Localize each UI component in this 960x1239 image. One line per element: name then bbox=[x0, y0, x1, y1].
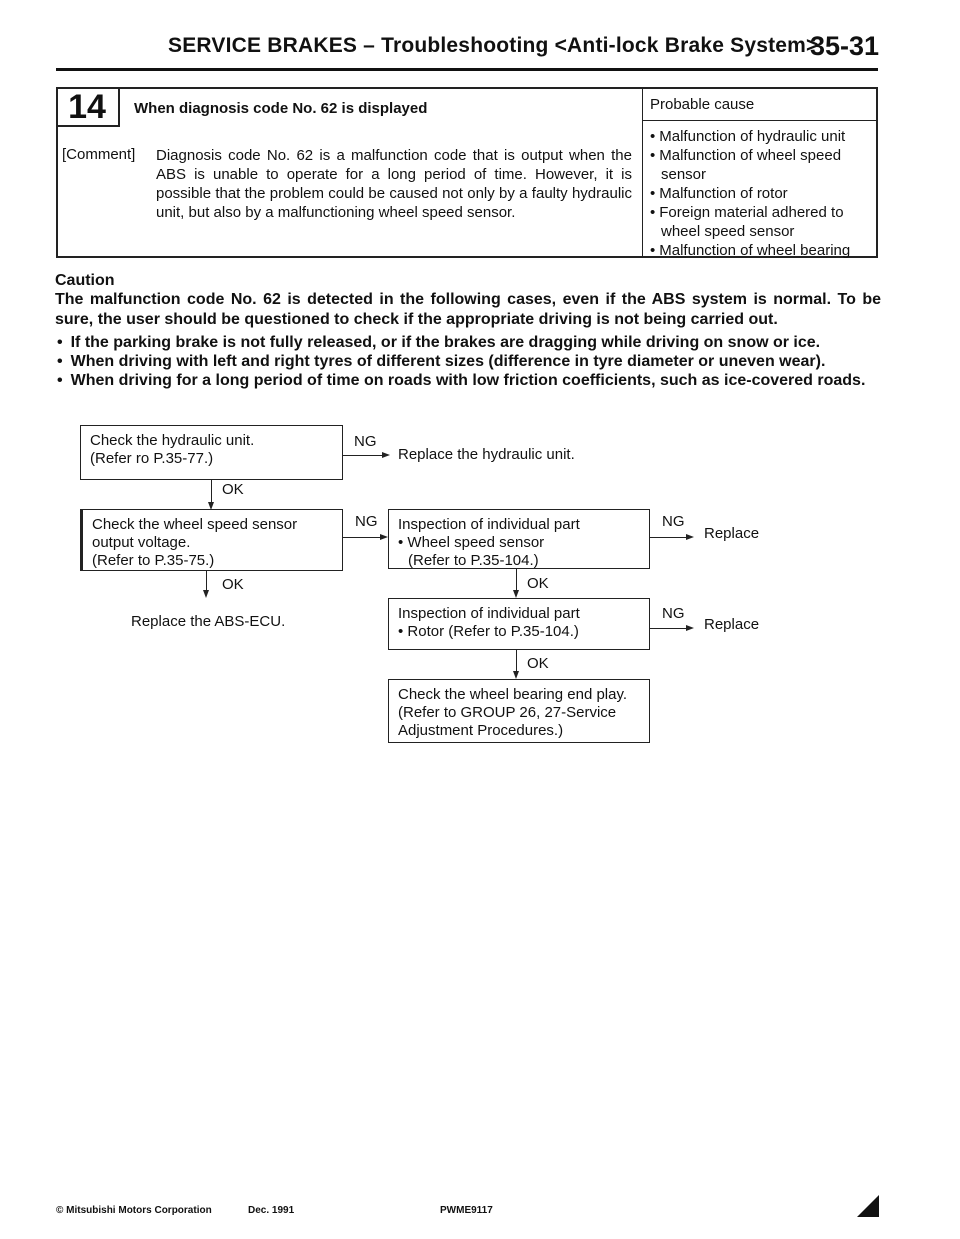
caution-title: Caution bbox=[55, 272, 115, 289]
ok-label: OK bbox=[222, 576, 244, 593]
box-line: Check the wheel speed sensor bbox=[92, 516, 298, 533]
box-line: (Refer to P.35-104.) bbox=[408, 552, 539, 569]
caution-text: The malfunction code No. 62 is detected in the following cases, even if the ABS system is normal. To be sure, the user should be questioned to check if the appropriate driving is not being carried out. bbox=[55, 291, 881, 328]
header-rule bbox=[56, 68, 878, 71]
list-item: • Malfunction of wheel bearing bbox=[648, 241, 874, 260]
arrow-down-icon bbox=[203, 590, 209, 598]
box-line: output voltage. bbox=[92, 534, 191, 551]
list-item: • When driving with left and right tyres of different sizes (difference in tyre diameter or uneven wear). bbox=[55, 352, 881, 371]
probable-cause-heading: Probable cause bbox=[650, 96, 755, 113]
page-number: 35-31 bbox=[810, 31, 880, 61]
box-line: • Wheel speed sensor bbox=[398, 534, 545, 551]
ok-label: OK bbox=[222, 481, 244, 498]
list-item: • When driving for a long period of time on roads with low friction coefficients, such as ice-covered roads. bbox=[55, 371, 881, 390]
box-line: Check the hydraulic unit. bbox=[90, 432, 255, 449]
connector-line bbox=[211, 480, 212, 502]
replace-text: Replace bbox=[704, 525, 760, 542]
comment-label: [Comment] bbox=[62, 146, 136, 163]
list-item: • Foreign material adhered to wheel speed sensor bbox=[648, 203, 874, 241]
arrow-right-icon bbox=[686, 534, 694, 540]
inspect-rotor-box bbox=[388, 598, 650, 650]
footer-copyright: © Mitsubishi Motors Corporation bbox=[56, 1205, 212, 1216]
connector-line bbox=[516, 569, 517, 590]
box-line: (Refer to GROUP 26, 27-Service bbox=[398, 704, 617, 721]
probable-cause-rule bbox=[642, 120, 878, 121]
arrow-right-icon bbox=[686, 625, 694, 631]
box-line: (Refer to P.35-75.) bbox=[92, 552, 215, 569]
diagnosis-heading: When diagnosis code No. 62 is displayed bbox=[134, 100, 428, 117]
replace-text: Replace bbox=[704, 616, 760, 633]
box-line: Adjustment Procedures.) bbox=[398, 722, 564, 739]
ok-label: OK bbox=[527, 655, 549, 672]
box-line: • Rotor (Refer to P.35-104.) bbox=[398, 623, 579, 640]
footer-date: Dec. 1991 bbox=[248, 1205, 295, 1216]
list-item: • Malfunction of hydraulic unit bbox=[648, 127, 874, 146]
page-title: SERVICE BRAKES – Troubleshooting <Anti-lock Brake System> bbox=[168, 34, 819, 57]
arrow-down-icon bbox=[513, 671, 519, 679]
box-line: Inspection of individual part bbox=[398, 605, 580, 622]
corner-triangle-icon bbox=[857, 1195, 879, 1217]
probable-cause-list bbox=[648, 127, 874, 260]
ng-label: NG bbox=[355, 513, 378, 530]
check-bearing-box bbox=[388, 679, 650, 743]
connector-line bbox=[516, 650, 517, 672]
inspect-sensor-box bbox=[388, 509, 650, 569]
replace-hydraulic-text: Replace the hydraulic unit. bbox=[398, 446, 575, 463]
connector-line bbox=[650, 537, 687, 538]
arrow-right-icon bbox=[382, 452, 390, 458]
box-line: (Refer ro P.35-77.) bbox=[90, 450, 214, 467]
arrow-down-icon bbox=[513, 590, 519, 598]
code-badge: 14 bbox=[56, 87, 120, 127]
caution-list bbox=[55, 333, 881, 390]
list-item: • Malfunction of rotor bbox=[648, 184, 874, 203]
ng-label: NG bbox=[662, 513, 685, 530]
check-sensor-box bbox=[80, 509, 343, 571]
connector-line bbox=[343, 537, 380, 538]
box-line: Inspection of individual part bbox=[398, 516, 580, 533]
comment-text: Diagnosis code No. 62 is a malfunction code that is output when the ABS is unable to operate for a long period of time. However, it is possible that the problem could be caused not only by a faulty hydraulic unit, but also by a malfunctioning wheel speed sensor. bbox=[156, 147, 632, 221]
diagnosis-divider bbox=[642, 87, 643, 258]
connector-line bbox=[206, 571, 207, 592]
replace-ecu-text: Replace the ABS-ECU. bbox=[131, 613, 286, 630]
ng-label: NG bbox=[354, 433, 377, 450]
list-item: • If the parking brake is not fully released, or if the brakes are dragging while driving on snow or ice. bbox=[55, 333, 881, 352]
list-item: • Malfunction of wheel speed sensor bbox=[648, 146, 874, 184]
arrow-right-icon bbox=[380, 534, 388, 540]
footer-code: PWME9117 bbox=[440, 1205, 493, 1216]
box-line: Check the wheel bearing end play. bbox=[398, 686, 628, 703]
check-hydraulic-box bbox=[80, 425, 343, 480]
ng-label: NG bbox=[662, 605, 685, 622]
connector-line bbox=[650, 628, 687, 629]
connector-line bbox=[343, 455, 383, 456]
ok-label: OK bbox=[527, 575, 549, 592]
